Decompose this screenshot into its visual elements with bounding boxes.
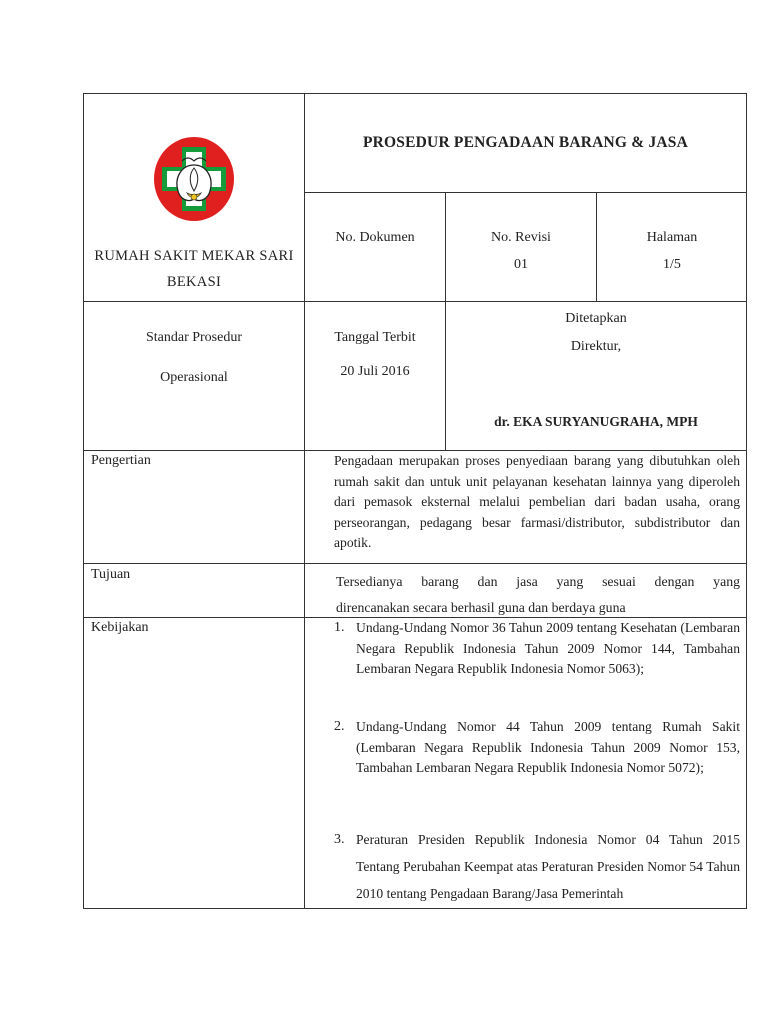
tujuan-text-line2: direncanakan secara berhasil guna dan berdaya guna [336,600,626,615]
halaman-label: Halaman [646,230,698,245]
pengertian-text: Pengadaan merupakan proses penyediaan barang yang dibutuhkan oleh rumah sakit dan untuk unit pelayanan kesehatan lainnya yang diperoleh dari pemasok eksternal melalui pembelian dari badan usaha, orang perseorangan, pedagang besar farmasi/distributor, subdistributor dan apotik. [334,453,740,551]
no-dokumen-label: No. Dokumen [335,230,415,245]
hospital-logo [152,135,236,223]
list-item [334,717,740,801]
list-item-number: 1. [334,620,345,635]
hospital-name-line1: RUMAH SAKIT MEKAR SARI [94,248,294,264]
table-border-top [83,93,747,94]
tanggal-terbit-value: 20 Juli 2016 [340,364,410,379]
list-item-number: 3. [334,832,345,847]
hospital-name [84,243,304,295]
list-item-number: 2. [334,719,345,734]
table-column-divider [304,93,305,909]
tujuan-label: Tujuan [91,567,131,582]
table-rule-header [83,301,747,302]
list-item-text: Undang-Undang Nomor 44 Tahun 2009 tentang Rumah Sakit (Lembaran Negara Republik Indonesia Tahun 2009 Nomor 153, Tambahan Lembaran Negara Republik Indonesia Nomor 5072); [356,719,740,775]
table-border-bottom [83,908,747,909]
tanggal-terbit-label: Tanggal Terbit [334,330,416,345]
table-rule-title [304,192,747,193]
table-rule-pengertian [83,563,747,564]
ditetapkan-label: Ditetapkan [565,311,627,326]
direktur-label: Direktur, [570,339,622,354]
list-item-text: Undang-Undang Nomor 36 Tahun 2009 tentang Kesehatan (Lembaran Negara Republik Indonesia Tahun 2009 Nomor 144, Tambahan Lembaran Negara Republik Indonesia Nomor 5063); [356,620,740,676]
no-revisi-value: 01 [514,257,528,272]
signatory-name: dr. EKA SURYANUGRAHA, MPH [494,414,698,429]
table-border-left [83,93,84,909]
tujuan-text-line1: Tersedianya barang dan jasa yang sesuai dengan yang [336,574,740,589]
no-revisi-label: No. Revisi [491,230,551,245]
list-item [334,826,740,906]
hospital-name-line2: BEKASI [166,274,222,290]
document-type-line1: Standar Prosedur [145,330,243,345]
list-item [334,618,740,702]
list-item-text: Peraturan Presiden Republik Indonesia Nomor 04 Tahun 2015 Tentang Perubahan Keempat atas Peraturan Presiden Nomor 54 Tahun 2010 tentang Pengadaan Barang/Jasa Pemerintah [356,832,740,901]
kebijakan-label: Kebijakan [91,620,149,635]
document-type-line2: Operasional [160,370,228,385]
document-title: PROSEDUR PENGADAAN BARANG & JASA [362,134,689,151]
table-border-right [746,93,747,909]
halaman-value: 1/5 [663,257,681,272]
pengertian-label: Pengertian [91,453,151,468]
